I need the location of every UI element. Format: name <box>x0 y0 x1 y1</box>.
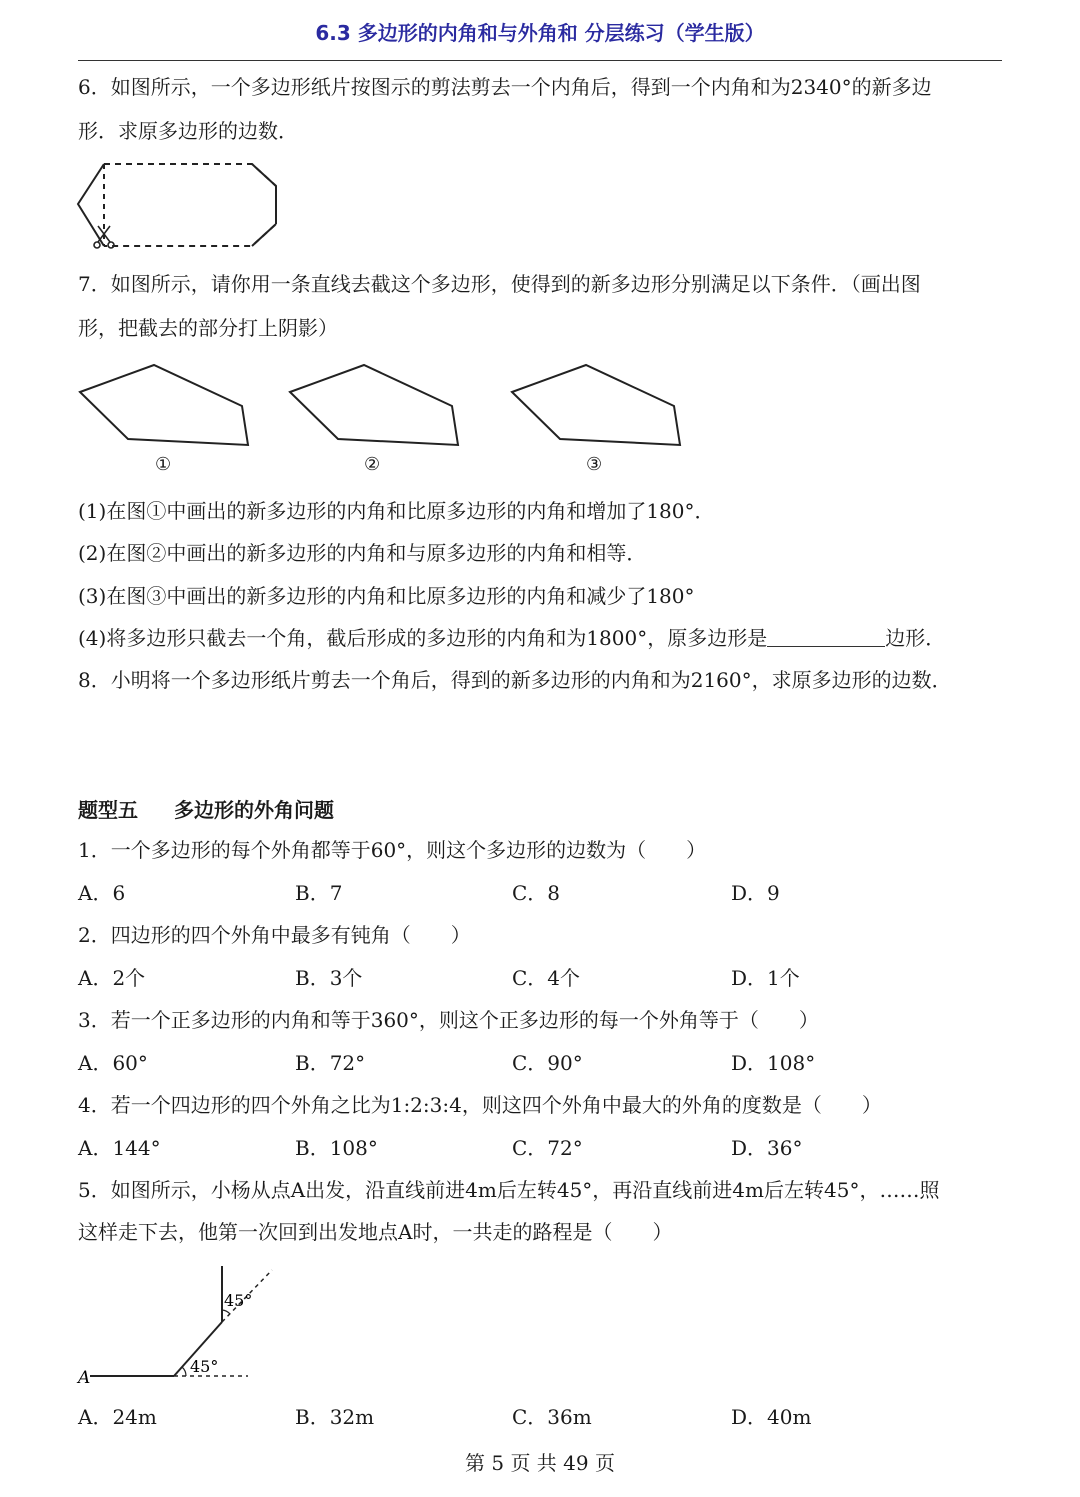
q7-sub3: (3)在图③中画出的新多边形的内角和比原多边形的内角和减少了180° <box>78 584 695 608</box>
question-1-option-a[interactable]: A．6 <box>78 881 126 905</box>
question-4-option-d[interactable]: D．36° <box>731 1136 803 1160</box>
q6-octagon-figure <box>76 160 286 256</box>
figure-label-1: ① <box>155 454 172 475</box>
header-title: 6.3 多边形的内角和与外角和 分层练习（学生版） <box>315 21 765 45</box>
q7-pentagon-3 <box>510 362 685 448</box>
q7-line2: 形，把截去的部分打上阴影） <box>78 316 338 340</box>
question-3-option-b[interactable]: B．72° <box>295 1051 366 1075</box>
q7-pentagon-1 <box>78 362 253 448</box>
question-1-option-c[interactable]: C．8 <box>512 881 561 905</box>
section-label: 题型五 <box>78 798 138 822</box>
q6-line1: 6．如图所示，一个多边形纸片按图示的剪法剪去一个内角后，得到一个内角和为2340°的新多边 <box>78 75 932 99</box>
question-5-option-a[interactable]: A．24m <box>78 1405 157 1429</box>
question-2-option-b[interactable]: B．3个 <box>295 966 363 990</box>
page-footer: 第 5 页 共 49 页 <box>465 1451 615 1475</box>
q7-sub4-text: (4)将多边形只截去一个角，截后形成的多边形的内角和为1800°，原多边形是 <box>78 626 768 650</box>
question-5-option-d[interactable]: D．40m <box>731 1405 812 1429</box>
q8-text: 8．小明将一个多边形纸片剪去一个角后，得到的新多边形的内角和为2160°，求原多边形的边数． <box>78 668 952 692</box>
question-1-option-d[interactable]: D．9 <box>731 881 780 905</box>
angle-bottom-label: 45° <box>190 1357 219 1376</box>
angle-top-label: 45° <box>224 1291 253 1310</box>
q7-sub4 <box>78 625 945 651</box>
q7-pentagon-2 <box>288 362 463 448</box>
question-4-option-c[interactable]: C．72° <box>512 1136 583 1160</box>
q7-line1: 7．如图所示，请你用一条直线去截这个多边形，使得到的新多边形分别满足以下条件．（画出图 <box>78 272 921 296</box>
q7-sub2: (2)在图②中画出的新多边形的内角和与原多边形的内角和相等． <box>78 541 647 565</box>
figure-label-2: ② <box>364 454 381 475</box>
question-4-option-a[interactable]: A．144° <box>78 1136 161 1160</box>
q7-sub1: (1)在图①中画出的新多边形的内角和比原多边形的内角和增加了180°． <box>78 499 715 523</box>
question-3-option-d[interactable]: D．108° <box>731 1051 816 1075</box>
section-title: 多边形的外角问题 <box>174 798 334 822</box>
q6-line2: 形．求原多边形的边数． <box>78 119 298 143</box>
question-5-stem-2: 这样走下去，他第一次回到出发地点A时，一共走的路程是（ ） <box>78 1220 673 1244</box>
question-2-stem: 2．四边形的四个外角中最多有钝角（ ） <box>78 923 471 947</box>
figure-label-3: ③ <box>586 454 603 475</box>
page-header <box>78 16 1002 61</box>
question-5-option-b[interactable]: B．32m <box>295 1405 375 1429</box>
question-3-option-c[interactable]: C．90° <box>512 1051 583 1075</box>
q7-sub4-suffix: 边形． <box>885 626 946 650</box>
answer-blank[interactable] <box>767 626 885 647</box>
question-1-stem: 1．一个多边形的每个外角都等于60°，则这个多边形的边数为（ ） <box>78 838 707 862</box>
question-1-option-b[interactable]: B．7 <box>295 881 343 905</box>
question-5-stem: 5．如图所示，小杨从点A出发，沿直线前进4m后左转45°，再沿直线前进4m后左转45°，……照 <box>78 1178 940 1202</box>
question-3-stem: 3．若一个正多边形的内角和等于360°，则这个正多边形的每一个外角等于（ ） <box>78 1008 819 1032</box>
section-heading <box>78 794 334 823</box>
question-4-option-b[interactable]: B．108° <box>295 1136 378 1160</box>
point-a-label: A <box>78 1368 91 1388</box>
question-4-stem: 4．若一个四边形的四个外角之比为1:2:3:4，则这四个外角中最大的外角的度数是（ ） <box>78 1093 882 1117</box>
question-3-option-a[interactable]: A．60° <box>78 1051 148 1075</box>
q5-path-figure <box>76 1262 286 1388</box>
question-5-option-c[interactable]: C．36m <box>512 1405 592 1429</box>
question-2-option-c[interactable]: C．4个 <box>512 966 581 990</box>
question-2-option-a[interactable]: A．2个 <box>78 966 146 990</box>
question-2-option-d[interactable]: D．1个 <box>731 966 800 990</box>
